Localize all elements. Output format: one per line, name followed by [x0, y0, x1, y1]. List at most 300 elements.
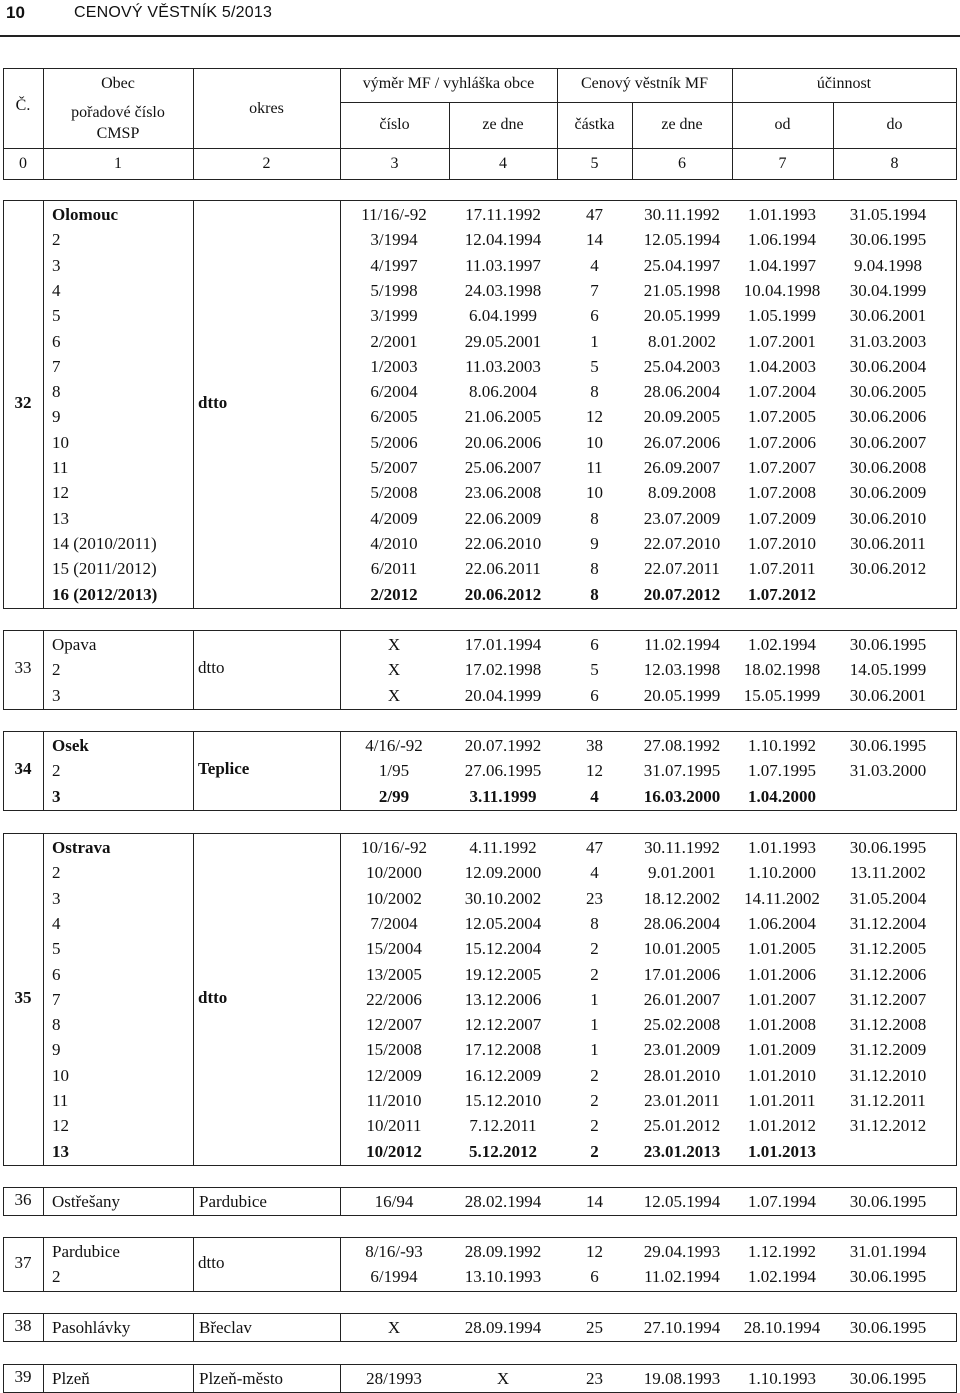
cell-obec: 11 [52, 458, 69, 477]
cell-ze-dne: 22.06.2010 [464, 534, 542, 553]
table-block-38 [0, 1313, 960, 1342]
cell-ze-dne: 27.06.1995 [464, 761, 542, 780]
cell-do: 30.04.1999 [849, 281, 927, 300]
cell-castka: 14 [586, 230, 603, 249]
cell-od: 18.02.1998 [743, 660, 821, 679]
table-row [0, 1366, 960, 1391]
cell-ze-dne-2: 28.01.2010 [643, 1066, 721, 1085]
cell-od: 1.01.1993 [748, 838, 816, 857]
cell-od: 1.10.2000 [748, 863, 816, 882]
cell-cislo: 5/1998 [370, 281, 418, 300]
cell-ze-dne-2: 25.04.1997 [643, 256, 721, 275]
table-row [0, 1315, 960, 1340]
table-row [0, 329, 960, 354]
cell-cislo: 5/2008 [370, 483, 418, 502]
cell-od: 1.07.2012 [748, 585, 816, 604]
cell-castka: 8 [590, 559, 599, 578]
block-number: 33 [14, 658, 32, 677]
cell-cislo: 6/1994 [370, 1267, 418, 1286]
cell-do: 30.06.2008 [849, 458, 927, 477]
cell-cislo: 6/2005 [370, 407, 418, 426]
cell-ze-dne: 17.11.1992 [465, 205, 541, 224]
cell-cislo: 4/2010 [370, 534, 418, 553]
cell-castka: 2 [590, 939, 599, 958]
cell-obec: 6 [52, 965, 61, 984]
cell-obec: 5 [52, 939, 61, 958]
cell-cislo: 4/1997 [370, 256, 418, 275]
cell-obec: 9 [52, 407, 61, 426]
table-row [0, 253, 960, 278]
cell-obec: 10 [52, 1066, 69, 1085]
cell-od: 1.05.1999 [748, 306, 816, 325]
table-block-32 [0, 200, 960, 609]
cell-ze-dne-2: 19.08.1993 [643, 1369, 721, 1388]
block-number: 34 [14, 759, 32, 778]
cell-castka: 6 [590, 686, 599, 705]
cell-od: 1.07.2004 [748, 382, 816, 401]
cell-ze-dne-2: 10.01.2005 [643, 939, 721, 958]
cell-obec: 15 (2011/2012) [52, 559, 157, 578]
cell-cislo: 3/1999 [370, 306, 418, 325]
col-obec-header-2: pořadové číslo [71, 104, 165, 121]
cell-castka: 1 [590, 1040, 599, 1059]
col-index: 1 [114, 155, 122, 172]
table-row [0, 1113, 960, 1138]
cell-do: 31.12.2012 [849, 1116, 927, 1135]
cell-ze-dne: 20.07.1992 [464, 736, 542, 755]
cell-ze-dne-2: 29.04.1993 [643, 1242, 721, 1261]
cell-obec: Ostřešany [52, 1192, 120, 1211]
cell-cislo: X [387, 686, 401, 705]
cell-ze-dne-2: 11.02.1994 [644, 635, 720, 654]
cell-od: 1.01.2009 [748, 1040, 816, 1059]
cell-obec: Osek [52, 736, 89, 755]
block-okres: Teplice [198, 759, 250, 778]
cell-obec: 3 [52, 787, 61, 806]
block-number: 32 [14, 392, 32, 412]
cell-ze-dne: 30.10.2002 [464, 889, 542, 908]
cell-do: 30.06.1995 [849, 838, 927, 857]
cell-ze-dne-2: 9.01.2001 [648, 863, 716, 882]
cell-ze-dne: 22.06.2009 [464, 509, 542, 528]
cell-od: 14.11.2002 [744, 889, 820, 908]
cell-castka: 25 [586, 1318, 603, 1337]
cell-ze-dne-2: 20.05.1999 [643, 686, 721, 705]
cell-od: 1.10.1992 [748, 736, 816, 755]
cell-castka: 4 [590, 256, 599, 275]
col-vestnik-group-header: Cenový věstník MF [580, 75, 709, 92]
cell-cislo: 13/2005 [366, 965, 422, 984]
cell-cislo: 10/16/-92 [360, 838, 428, 857]
cell-obec: 10 [52, 433, 69, 452]
cell-obec: 4 [52, 914, 61, 933]
cell-castka: 5 [590, 660, 599, 679]
cell-ze-dne-2: 27.08.1992 [643, 736, 721, 755]
cell-castka: 38 [586, 736, 603, 755]
cell-cislo: 11/2010 [366, 1091, 422, 1110]
cell-ze-dne-2: 8.09.2008 [648, 483, 716, 502]
cell-od: 1.01.1993 [748, 205, 816, 224]
cell-od: 1.07.2011 [748, 559, 816, 578]
cell-do: 30.06.2001 [849, 686, 927, 705]
cell-ze-dne-2: 30.11.1992 [644, 205, 720, 224]
table-row [0, 455, 960, 480]
cell-cislo: 12/2007 [366, 1015, 422, 1034]
table-row [0, 936, 960, 961]
cell-castka: 9 [590, 534, 599, 553]
cell-obec: 16 (2012/2013) [52, 585, 158, 604]
cell-ze-dne: 8.06.2004 [469, 382, 537, 401]
cell-do: 9.04.1998 [854, 256, 922, 275]
cell-ze-dne: 28.09.1994 [464, 1318, 542, 1337]
cell-ze-dne: 22.06.2011 [465, 559, 541, 578]
cell-do: 31.01.1994 [849, 1242, 927, 1261]
cell-ze-dne: 12.05.2004 [464, 914, 542, 933]
table-row [0, 1088, 960, 1113]
cell-cislo: 1/2003 [370, 357, 418, 376]
cell-cislo: 3/1994 [370, 230, 418, 249]
cell-cislo: 1/95 [378, 761, 410, 780]
cell-do: 31.12.2004 [849, 914, 927, 933]
table-row [0, 733, 960, 758]
block-number: 36 [14, 1189, 32, 1209]
cell-ze-dne: 15.12.2004 [464, 939, 542, 958]
cell-ze-dne: 5.12.2012 [469, 1142, 537, 1161]
cell-castka: 8 [590, 382, 599, 401]
cell-castka: 6 [590, 306, 599, 325]
cell-cislo: 2/99 [378, 787, 410, 806]
cell-od: 1.07.2008 [748, 483, 816, 502]
cell-ze-dne: 17.01.1994 [464, 635, 542, 654]
cell-castka: 1 [590, 332, 599, 351]
cell-castka: 2 [590, 1066, 599, 1085]
cell-do: 30.06.2001 [849, 306, 927, 325]
cell-cislo: 11/16/-92 [361, 205, 427, 224]
cell-ze-dne: 16.12.2009 [464, 1066, 542, 1085]
cell-od: 1.07.1994 [748, 1192, 816, 1211]
cell-castka: 2 [590, 1091, 599, 1110]
table-row [0, 430, 960, 455]
cell-ze-dne: 21.06.2005 [464, 407, 542, 426]
cell-ze-dne: 17.12.2008 [464, 1040, 542, 1059]
table-row [0, 784, 960, 809]
cell-cislo: 7/2004 [370, 914, 418, 933]
cell-ze-dne-2: 26.01.2007 [643, 990, 721, 1009]
cell-ze-dne: 3.11.1999 [469, 787, 537, 806]
cell-do: 13.11.2002 [850, 863, 926, 882]
cell-castka: 10 [586, 483, 603, 502]
table-row [0, 556, 960, 581]
cell-ze-dne-2: 12.03.1998 [643, 660, 721, 679]
table-row [0, 480, 960, 505]
col-obec-header-3: CMSP [96, 125, 140, 142]
cell-od: 1.12.1992 [748, 1242, 816, 1261]
cell-castka: 14 [586, 1192, 603, 1211]
col-no-header: Č. [15, 97, 31, 114]
cell-od: 1.07.2001 [748, 332, 816, 351]
cell-od: 10.04.1998 [743, 281, 821, 300]
cell-do: 31.12.2009 [849, 1040, 927, 1059]
table-block-35 [0, 833, 960, 1166]
cell-do: 30.06.1995 [849, 1369, 927, 1388]
block-okres: dtto [198, 1252, 225, 1272]
cell-castka: 12 [586, 1242, 603, 1261]
cell-od: 1.01.2011 [748, 1091, 816, 1110]
cell-ze-dne-2: 27.10.1994 [643, 1318, 721, 1337]
table-row [0, 987, 960, 1012]
col-index: 3 [390, 155, 399, 172]
cell-ze-dne-2: 25.04.2003 [643, 357, 721, 376]
col-index: 5 [590, 155, 599, 172]
cell-okres: Plzeň-město [199, 1369, 284, 1388]
cell-do: 30.06.1995 [849, 1318, 927, 1337]
cell-obec: Opava [52, 635, 97, 654]
cell-obec: 2 [52, 230, 61, 249]
cell-castka: 7 [590, 281, 599, 300]
table-row [0, 278, 960, 303]
cell-castka: 12 [586, 761, 603, 780]
table-row [0, 354, 960, 379]
cell-obec: 4 [52, 281, 61, 300]
table-row [0, 303, 960, 328]
cell-do: 31.12.2007 [849, 990, 927, 1009]
cell-castka: 4 [590, 787, 599, 806]
cell-ze-dne-2: 20.05.1999 [643, 306, 721, 325]
col-zedne2-header: ze dne [661, 116, 703, 133]
cell-do: 30.06.1995 [849, 736, 927, 755]
cell-ze-dne-2: 28.06.2004 [643, 382, 721, 401]
cell-castka: 47 [586, 205, 603, 224]
table-row [0, 1239, 960, 1264]
cell-obec: 12 [52, 483, 69, 502]
table-row [0, 1037, 960, 1062]
cell-cislo: 4/16/-92 [365, 736, 423, 755]
cell-cislo: 22/2006 [366, 990, 422, 1009]
table-row [0, 1139, 960, 1164]
cell-do: 31.05.2004 [849, 889, 927, 908]
table-row [0, 962, 960, 987]
cell-cislo: 12/2009 [366, 1066, 422, 1085]
table-row [0, 202, 960, 227]
cell-od: 1.02.1994 [748, 1267, 816, 1286]
cell-do: 30.06.1995 [849, 635, 927, 654]
cell-ze-dne: 12.04.1994 [464, 230, 542, 249]
cell-obec: Plzeň [52, 1369, 90, 1388]
cell-do: 31.12.2008 [849, 1015, 927, 1034]
cell-ze-dne-2: 18.12.2002 [643, 889, 721, 908]
cell-obec: 3 [52, 686, 61, 705]
cell-ze-dne: 28.02.1994 [464, 1192, 542, 1211]
cell-ze-dne: 19.12.2005 [464, 965, 542, 984]
cell-od: 1.07.1995 [748, 761, 816, 780]
cell-ze-dne: 28.09.1992 [464, 1242, 542, 1261]
cell-do: 30.06.1995 [849, 230, 927, 249]
cell-do: 30.06.1995 [849, 1192, 927, 1211]
cell-do: 31.03.2003 [849, 332, 927, 351]
cell-castka: 2 [590, 1142, 599, 1161]
cell-do: 30.06.2010 [849, 509, 927, 528]
table-row [0, 531, 960, 556]
cell-ze-dne-2: 23.01.2013 [643, 1142, 721, 1161]
cell-od: 1.01.2008 [748, 1015, 816, 1034]
cell-ze-dne-2: 23.01.2011 [644, 1091, 720, 1110]
col-do-header: do [886, 116, 903, 133]
cell-od: 1.01.2005 [748, 939, 816, 958]
table-block-36 [0, 1187, 960, 1216]
cell-ze-dne: 12.12.2007 [464, 1015, 542, 1034]
cell-cislo: 5/2007 [370, 458, 418, 477]
table-row [0, 1264, 960, 1289]
cell-castka: 4 [590, 863, 599, 882]
cell-castka: 23 [586, 1369, 603, 1388]
cell-ze-dne: 29.05.2001 [464, 332, 542, 351]
cell-ze-dne-2: 22.07.2011 [644, 559, 720, 578]
block-number: 38 [14, 1315, 32, 1335]
table-row [0, 506, 960, 531]
table-row [0, 404, 960, 429]
cell-cislo: 2/2012 [370, 585, 418, 604]
table-row [0, 582, 960, 607]
block-number: 35 [14, 987, 32, 1007]
cell-cislo: 10/2000 [366, 863, 422, 882]
cell-cislo: X [387, 1318, 401, 1337]
table-block-33 [0, 630, 960, 710]
cell-ze-dne-2: 31.07.1995 [643, 761, 721, 780]
cell-cislo: 10/2011 [366, 1116, 422, 1135]
cell-ze-dne-2: 12.05.1994 [643, 1192, 721, 1211]
cell-ze-dne-2: 12.05.1994 [643, 230, 721, 249]
cell-od: 1.04.2000 [748, 787, 816, 806]
cell-ze-dne-2: 28.06.2004 [643, 914, 721, 933]
cell-castka: 8 [590, 585, 599, 604]
cell-castka: 11 [586, 458, 603, 477]
cell-ze-dne: 11.03.2003 [465, 357, 541, 376]
cell-obec: 2 [52, 660, 61, 679]
table-row [0, 860, 960, 885]
cell-ze-dne: 24.03.1998 [464, 281, 542, 300]
cell-obec: 13 [52, 1142, 69, 1161]
cell-od: 1.04.2003 [748, 357, 816, 376]
col-ucinnost-group-header: účinnost [816, 75, 872, 92]
cell-do: 31.12.2006 [849, 965, 927, 984]
table-row [0, 632, 960, 657]
cell-castka: 6 [590, 635, 599, 654]
col-vymer-group-header: výměr MF / vyhláška obce [362, 75, 535, 92]
col-zedne-header: ze dne [482, 116, 524, 133]
col-index: 8 [890, 155, 899, 172]
cell-obec: 2 [52, 1267, 61, 1286]
cell-od: 1.07.2009 [748, 509, 816, 528]
cell-cislo: 6/2011 [370, 559, 418, 578]
cell-do: 31.12.2011 [850, 1091, 926, 1110]
cell-od: 28.10.1994 [743, 1318, 821, 1337]
col-index: 0 [19, 155, 27, 172]
cell-od: 1.10.1993 [748, 1369, 816, 1388]
table-row [0, 911, 960, 936]
table-block-34 [0, 731, 960, 811]
table-row [0, 1189, 960, 1214]
cell-od: 15.05.1999 [743, 686, 821, 705]
cell-castka: 8 [590, 914, 599, 933]
cell-ze-dne: 15.12.2010 [464, 1091, 542, 1110]
cell-obec: 2 [52, 761, 61, 780]
cell-ze-dne-2: 8.01.2002 [648, 332, 716, 351]
publication-title: CENOVÝ VĚSTNÍK 5/2013 [74, 4, 273, 21]
cell-obec: Olomouc [52, 205, 119, 224]
cell-do: 31.12.2005 [849, 939, 927, 958]
cell-cislo: 28/1993 [366, 1369, 422, 1388]
cell-castka: 1 [590, 1015, 599, 1034]
cell-obec: 2 [52, 863, 61, 882]
block-number: 39 [14, 1366, 32, 1386]
cell-od: 1.01.2013 [748, 1142, 816, 1161]
cell-castka: 5 [590, 357, 599, 376]
cell-obec: 6 [52, 332, 61, 351]
cell-obec: 9 [52, 1040, 61, 1059]
cell-cislo: 15/2008 [366, 1040, 422, 1059]
col-obec-header-1: Obec [101, 75, 135, 92]
cell-od: 1.07.2007 [748, 458, 816, 477]
cell-od: 1.06.1994 [748, 230, 816, 249]
col-index: 6 [678, 155, 686, 172]
cell-od: 1.01.2010 [748, 1066, 816, 1085]
cell-ze-dne-2: 11.02.1994 [644, 1267, 720, 1286]
table-row [0, 886, 960, 911]
cell-od: 1.07.2010 [748, 534, 816, 553]
cell-okres: Břeclav [199, 1318, 252, 1337]
cell-cislo: 15/2004 [366, 939, 422, 958]
table-row [0, 758, 960, 783]
cell-ze-dne-2: 30.11.1992 [644, 838, 720, 857]
col-cislo-header: číslo [379, 116, 410, 133]
cell-obec: 5 [52, 306, 61, 325]
block-number: 37 [14, 1252, 32, 1272]
col-index: 2 [262, 155, 271, 172]
table-row [0, 227, 960, 252]
col-index: 4 [499, 155, 507, 172]
cell-castka: 1 [590, 990, 599, 1009]
cell-cislo: 6/2004 [370, 382, 418, 401]
cell-ze-dne-2: 26.07.2006 [643, 433, 721, 452]
cell-obec: Ostrava [52, 838, 111, 857]
block-okres: dtto [198, 392, 228, 412]
cell-ze-dne: 7.12.2011 [469, 1116, 537, 1135]
table-row [0, 1012, 960, 1037]
cell-obec: 7 [52, 357, 61, 376]
cell-castka: 2 [590, 965, 599, 984]
cell-do: 30.06.2005 [849, 382, 927, 401]
cell-obec: 3 [52, 889, 61, 908]
cell-od: 1.01.2006 [748, 965, 816, 984]
cell-ze-dne: 11.03.1997 [465, 256, 541, 275]
cell-ze-dne-2: 22.07.2010 [643, 534, 721, 553]
cell-do: 14.05.1999 [849, 660, 927, 679]
cell-castka: 47 [586, 838, 603, 857]
cell-od: 1.07.2006 [748, 433, 816, 452]
cell-do: 30.06.2006 [849, 407, 927, 426]
table-block-37 [0, 1237, 960, 1292]
cell-cislo: X [387, 635, 401, 654]
cell-do: 31.05.1994 [849, 205, 927, 224]
cell-do: 30.06.1995 [849, 1267, 927, 1286]
cell-cislo: X [387, 660, 401, 679]
cell-ze-dne-2: 20.09.2005 [643, 407, 721, 426]
cell-ze-dne: 17.02.1998 [464, 660, 542, 679]
cell-ze-dne-2: 26.09.2007 [643, 458, 721, 477]
cell-ze-dne: 13.12.2006 [464, 990, 542, 1009]
cell-ze-dne: 23.06.2008 [464, 483, 542, 502]
cell-obec: 13 [52, 509, 69, 528]
